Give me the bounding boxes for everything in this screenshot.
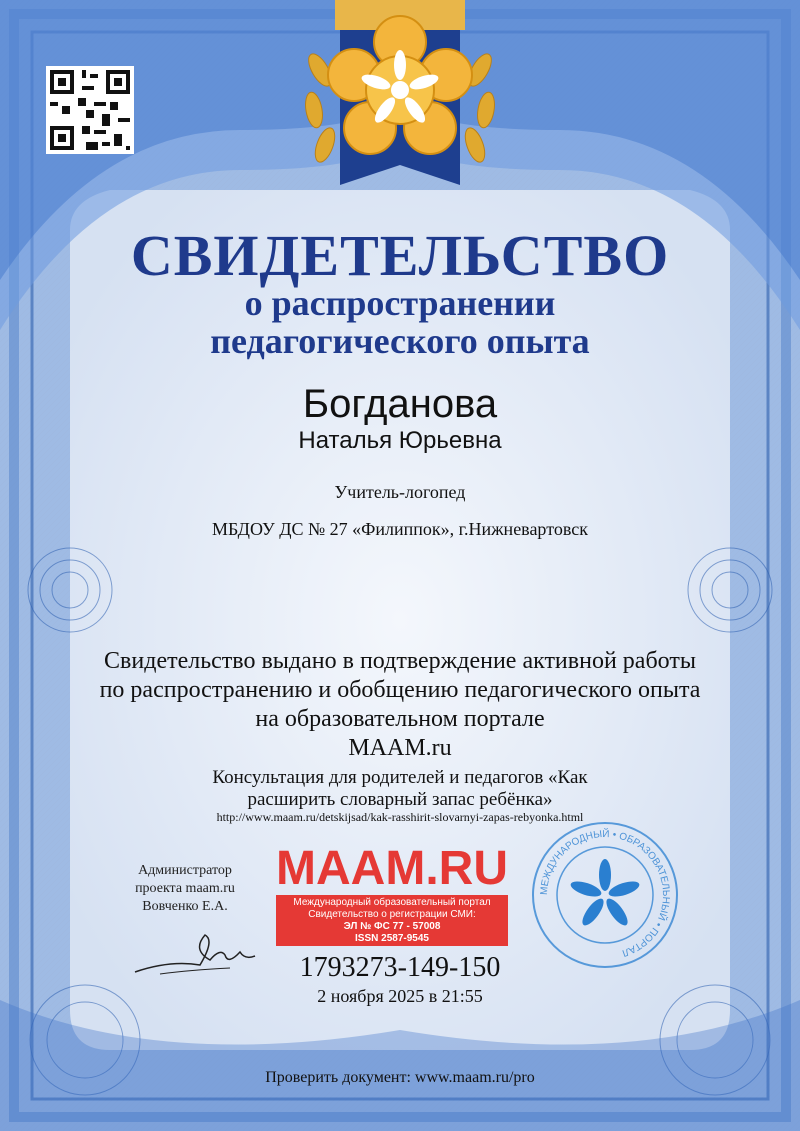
confirmation-line3: на образовательном портале xyxy=(255,706,545,732)
qr-code xyxy=(46,66,134,154)
recipient-given-names: Наталья Юрьевна xyxy=(298,427,502,454)
recipient-organization: МБДОУ ДС № 27 «Филиппок», г.Нижневартовск xyxy=(212,519,588,539)
registration-number: 1793273-149-150 xyxy=(299,952,501,983)
recipient-position: Учитель-логопед xyxy=(334,482,466,502)
admin-line3: Вовченко Е.А. xyxy=(142,899,228,914)
maam-reg-line4: ISSN 2587-9545 xyxy=(355,933,429,944)
confirmation-line2: по распространению и обобщению педагогического опыта xyxy=(99,677,701,703)
stamp-ring-text: МЕЖДУНАРОДНЫЙ • ОБРАЗОВАТЕЛЬНЫЙ • ПОРТАЛ xyxy=(538,828,672,959)
verify-document-link[interactable]: Проверить документ: www.maam.ru/pro xyxy=(265,1069,535,1086)
admin-signature-block xyxy=(120,862,250,916)
certificate-title: СВИДЕТЕЛЬСТВО xyxy=(130,223,670,288)
emblem-flower-icon xyxy=(300,0,500,190)
recipient-surname: Богданова xyxy=(302,382,498,426)
work-title: Консультация для родителей и педагогов «Как расширить словарный запас ребёнка» xyxy=(212,767,588,810)
stamp-seal-icon xyxy=(530,820,680,970)
admin-line1: Администратор xyxy=(138,863,232,878)
maam-reg-line1: Международный образовательный портал xyxy=(293,897,491,908)
certificate-subtitle-line2: педагогического опыта xyxy=(210,321,590,361)
maam-reg-line3: ЭЛ № ФС 77 - 57008 xyxy=(343,921,441,932)
maam-brand-text: MAAM.RU xyxy=(276,842,508,895)
issue-date: 2 ноября 2025 в 21:55 xyxy=(317,986,483,1006)
maam-reg-line2: Свидетельство о регистрации СМИ: xyxy=(308,909,476,920)
admin-line2: проекта maam.ru xyxy=(135,881,235,896)
certificate-subtitle-line1: о распространении xyxy=(244,283,556,323)
maam-registration-box xyxy=(276,895,508,946)
work-url-link[interactable]: http://www.maam.ru/detskijsad/kak-rasshirit-slovarnyi-zapas-rebyonka.html xyxy=(216,810,584,824)
portal-name: MAAM.ru xyxy=(348,735,452,761)
maam-logo xyxy=(276,843,508,946)
confirmation-line1: Свидетельство выдано в подтверждение активной работы xyxy=(104,648,696,674)
